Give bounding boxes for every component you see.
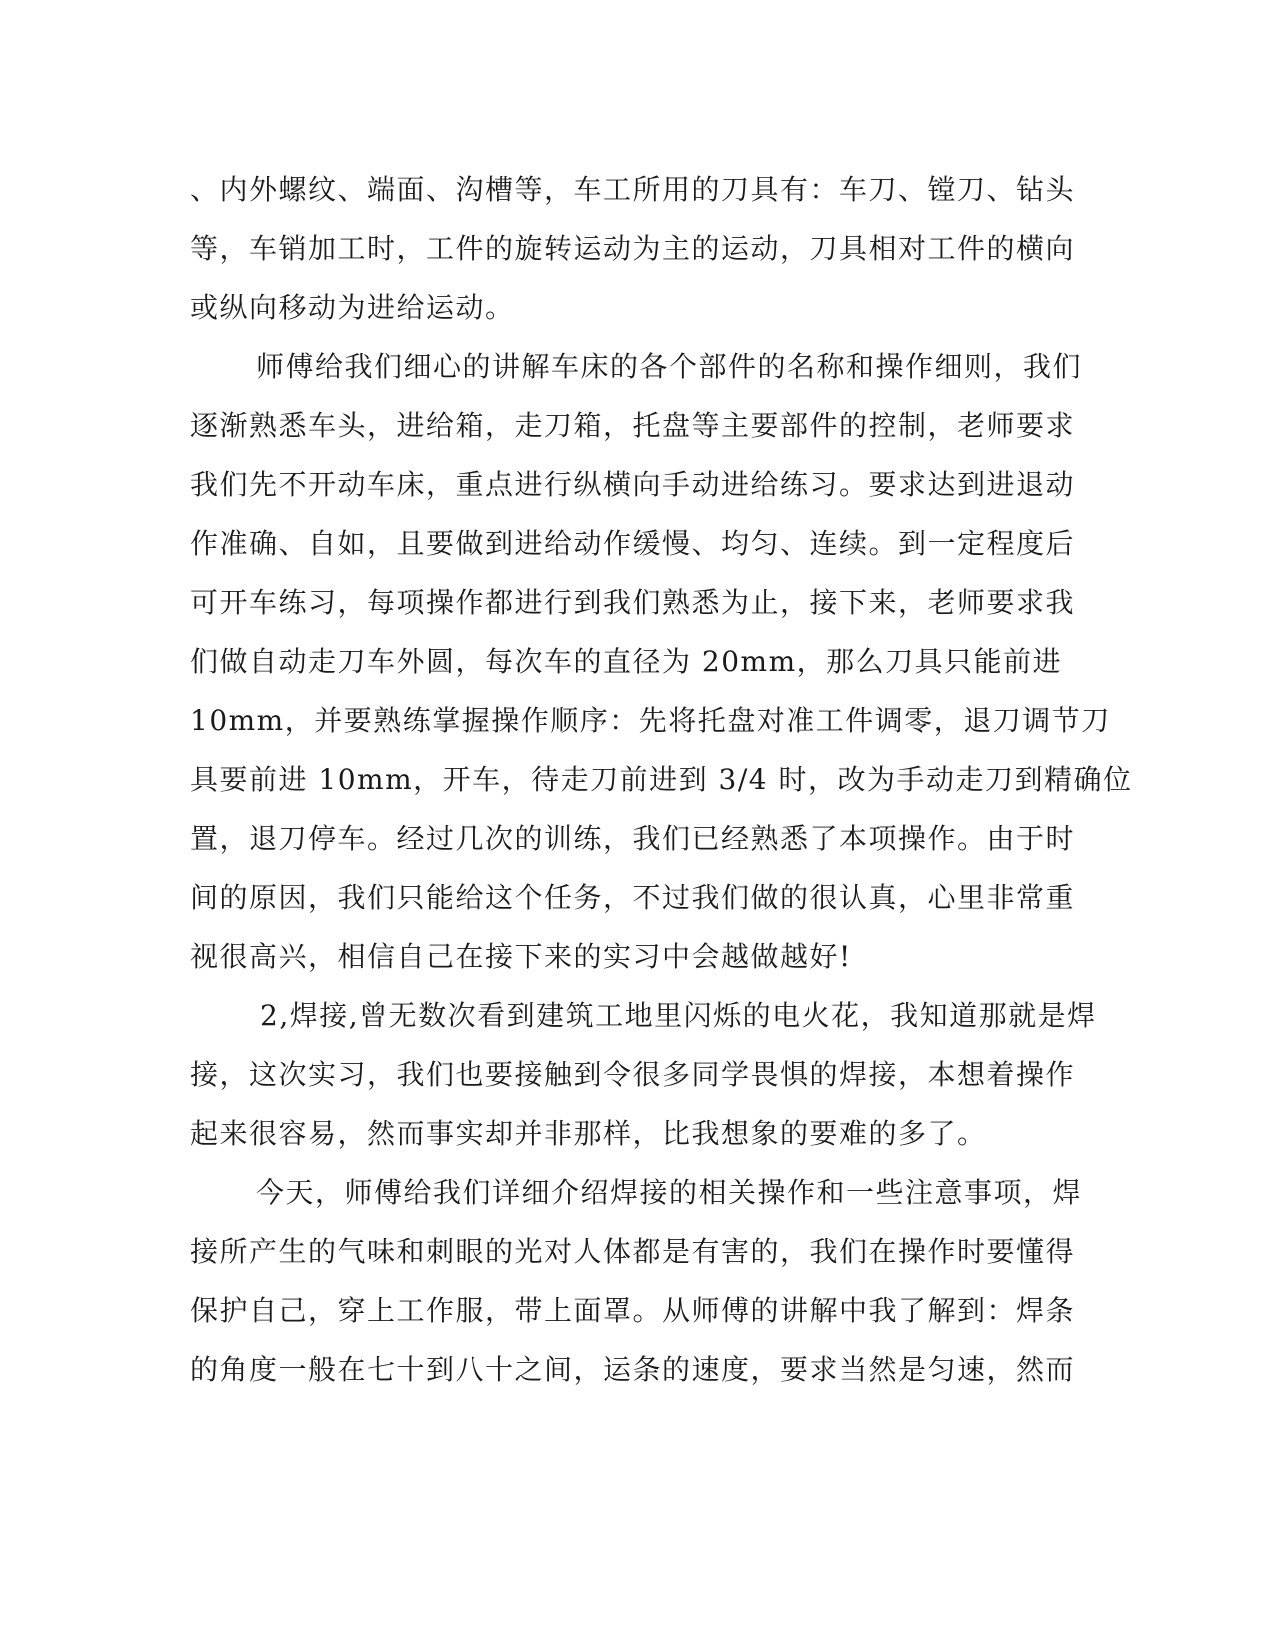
text-line: 或纵向移动为进给运动。: [190, 291, 515, 324]
text-line: 接所产生的气味和刺眼的光对人体都是有害的，我们在操作时要懂得: [190, 1235, 1076, 1268]
text-line: 置，退刀停车。经过几次的训练，我们已经熟悉了本项操作。由于时: [190, 822, 1076, 855]
text-line: 可开车练习，每项操作都进行到我们熟悉为止，接下来，老师要求我: [190, 586, 1076, 619]
paragraph-start-line: 今天，师傅给我们详细介绍焊接的相关操作和一些注意事项，焊: [256, 1176, 1083, 1209]
text-line: 等，车销加工时，工件的旋转运动为主的运动，刀具相对工件的横向: [190, 232, 1076, 265]
paragraph-start-line: 师傅给我们细心的讲解车床的各个部件的名称和操作细则，我们: [256, 350, 1083, 383]
body-text: [190, 160, 1133, 1399]
text-line: 具要前进 10mm，开车，待走刀前进到 3/4 时，改为手动走刀到精确位: [190, 763, 1133, 796]
text-line: 逐渐熟悉车头，进给箱，走刀箱，托盘等主要部件的控制，老师要求: [190, 409, 1076, 442]
text-line: 间的原因，我们只能给这个任务，不过我们做的很认真，心里非常重: [190, 881, 1076, 914]
text-line: 我们先不开动车床，重点进行纵横向手动进给练习。要求达到进退动: [190, 468, 1076, 501]
text-line: 作准确、自如，且要做到进给动作缓慢、均匀、连续。到一定程度后: [190, 527, 1076, 560]
text-line: 视很高兴，相信自己在接下来的实习中会越做越好!: [190, 940, 852, 973]
text-line: 10mm，并要熟练掌握操作顺序：先将托盘对准工件调零，退刀调节刀: [190, 704, 1111, 737]
text-line: 、内外螺纹、端面、沟槽等，车工所用的刀具有：车刀、镗刀、钻头: [190, 173, 1076, 206]
text-line: 接，这次实习，我们也要接触到令很多同学畏惧的焊接，本想着操作: [190, 1058, 1076, 1091]
text-line: 们做自动走刀车外圆，每次车的直径为 20mm，那么刀具只能前进: [190, 645, 1063, 678]
text-line: 的角度一般在七十到八十之间，运条的速度，要求当然是匀速，然而: [190, 1353, 1076, 1386]
text-line: 保护自己，穿上工作服，带上面罩。从师傅的讲解中我了解到：焊条: [190, 1294, 1076, 1327]
paragraph-start-line: 2,焊接,曾无数次看到建筑工地里闪烁的电火花，我知道那就是焊: [260, 999, 1097, 1032]
text-line: 起来很容易，然而事实却并非那样，比我想象的要难的多了。: [190, 1117, 987, 1150]
